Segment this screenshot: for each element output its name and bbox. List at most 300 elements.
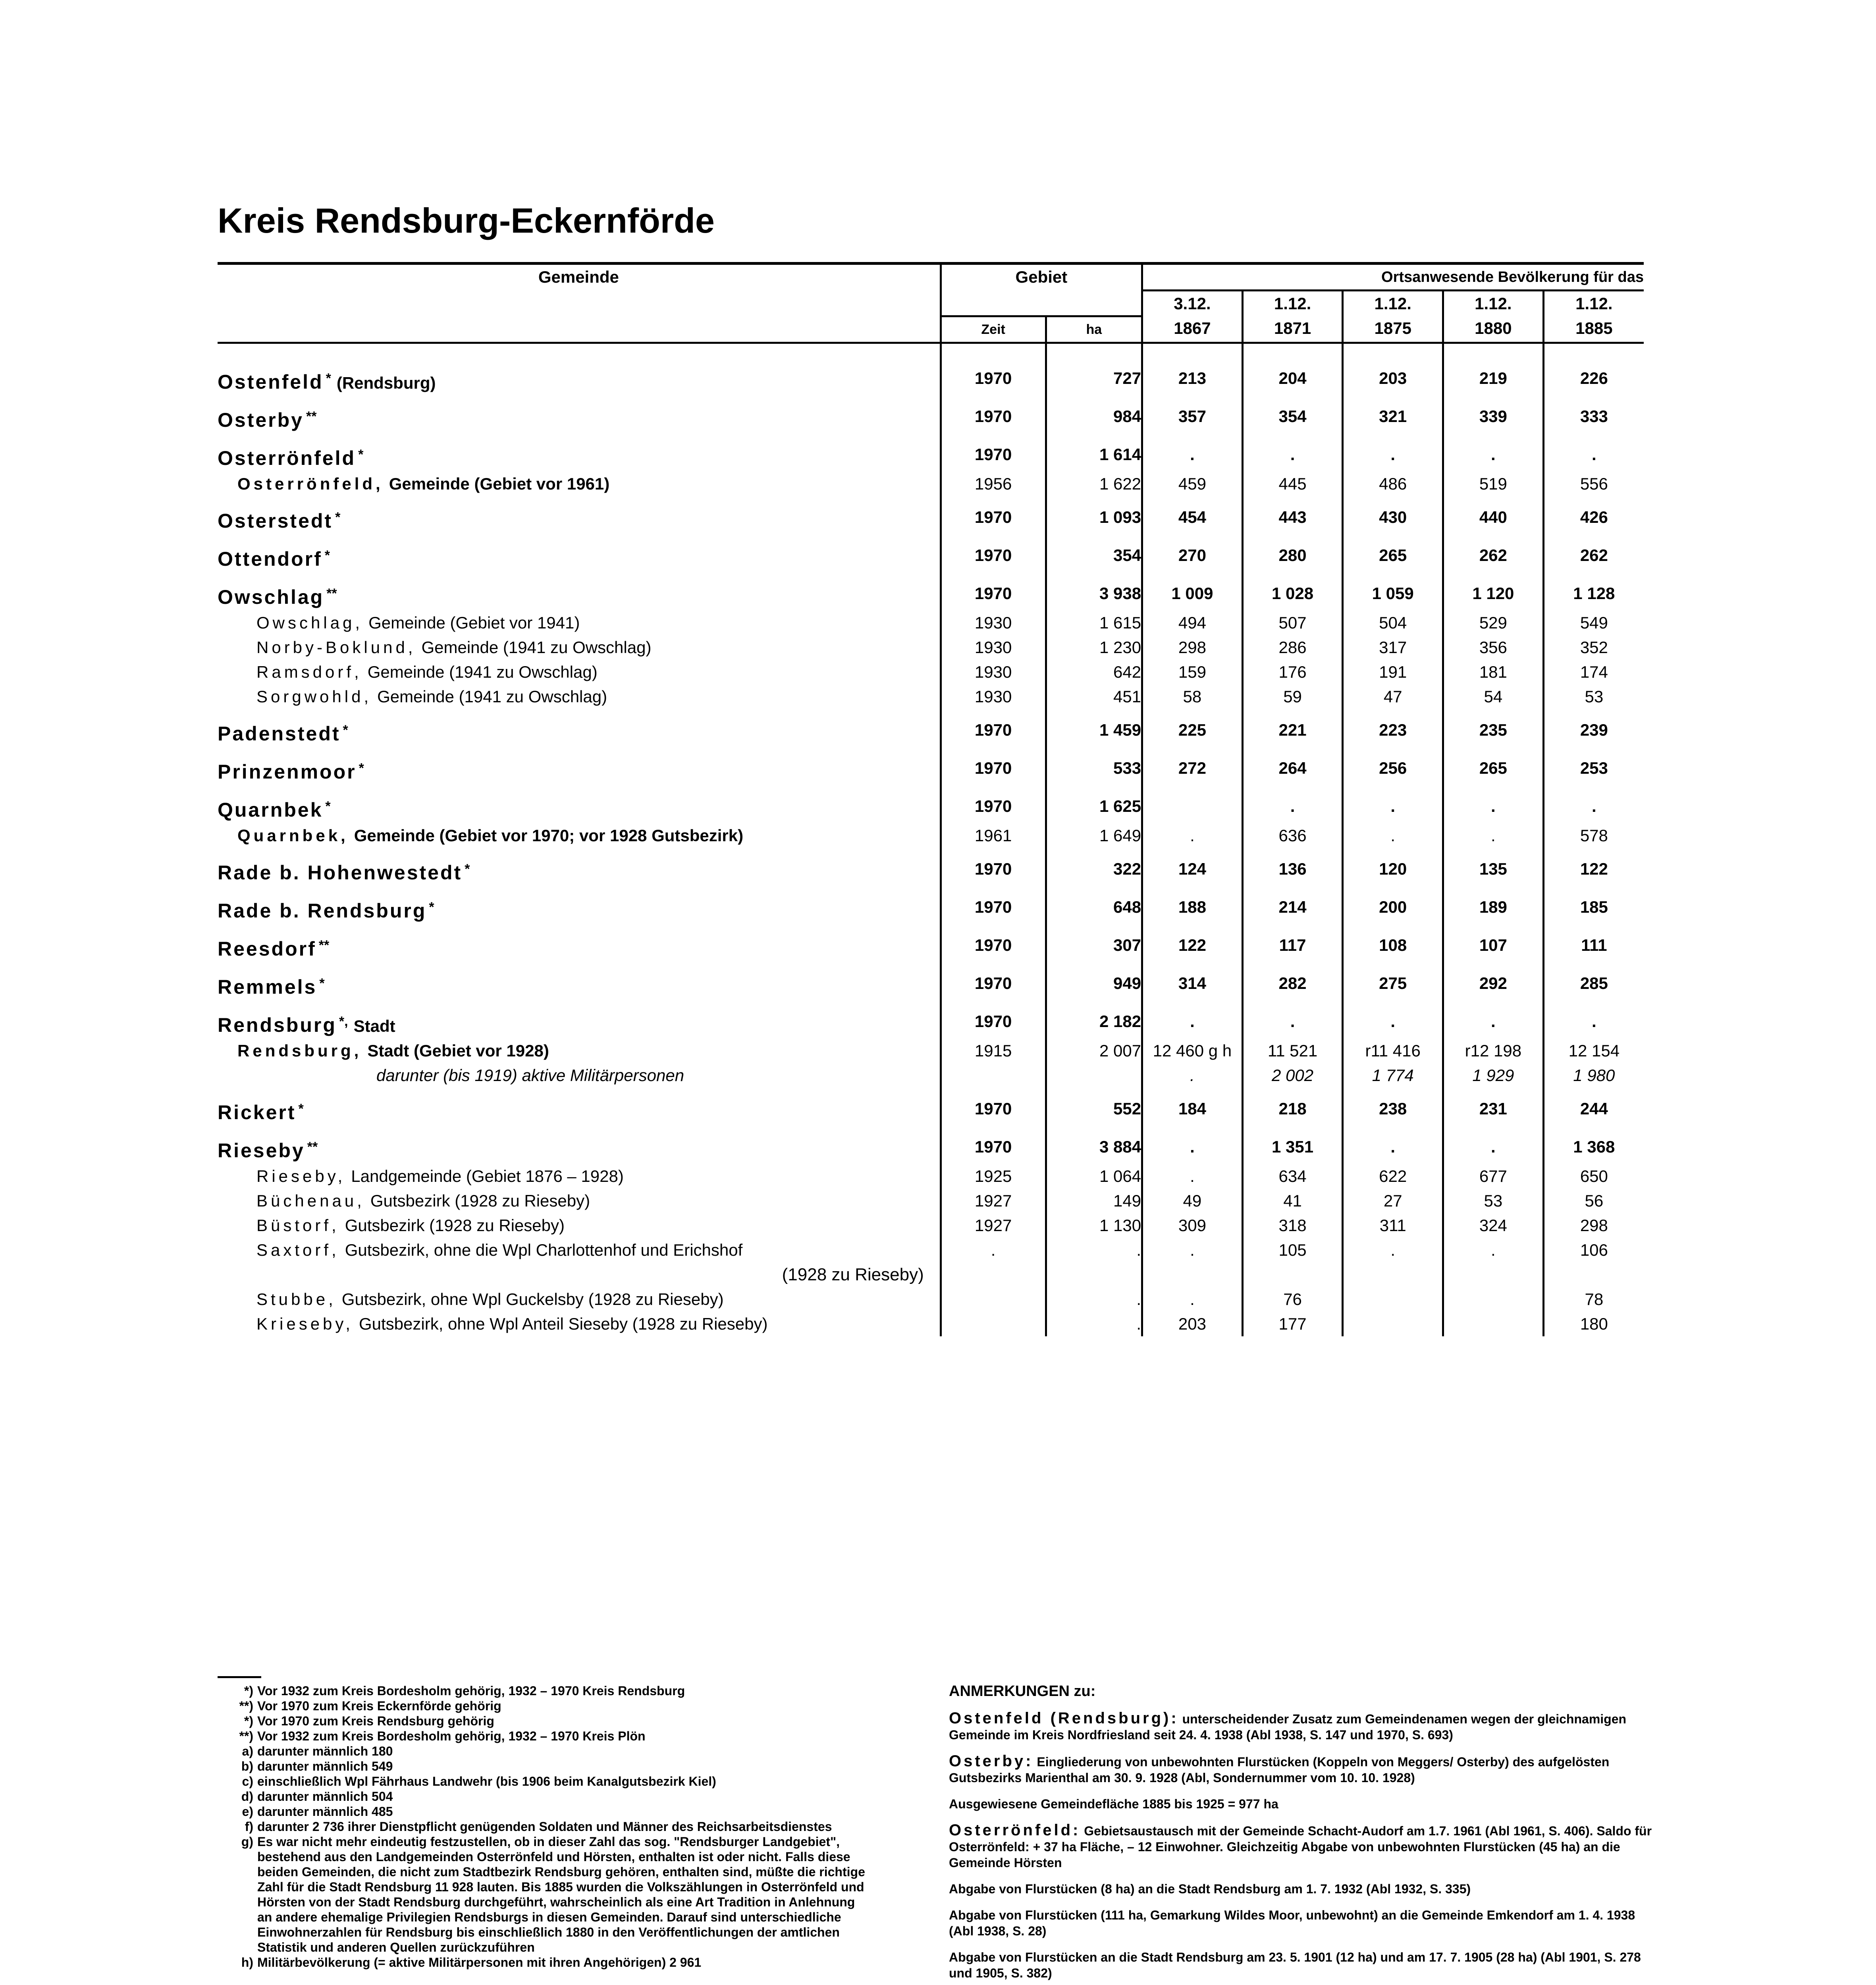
- continuation-text: (1928 zu Rieseby): [782, 1264, 924, 1284]
- population-cell: 265: [1443, 756, 1544, 785]
- population-cell: 549: [1543, 611, 1644, 635]
- population-cell: .: [1443, 1135, 1544, 1164]
- population-cell: 356: [1443, 635, 1544, 660]
- ha-cell: [1046, 1262, 1142, 1287]
- zeit-cell: 1930: [941, 684, 1046, 709]
- table-row: [218, 1312, 1644, 1336]
- population-cell: 11 521: [1242, 1039, 1343, 1063]
- header-year: 1871: [1242, 316, 1343, 343]
- gemeinde-name: Rickert: [218, 1101, 296, 1124]
- population-cell: .: [1142, 1238, 1243, 1262]
- population-cell: 244: [1543, 1097, 1644, 1126]
- ha-cell: [1046, 1063, 1142, 1088]
- table-row: [218, 635, 1644, 660]
- gemeinde-name: Norby-Boklund,: [256, 638, 416, 657]
- anmerkungen-heading: ANMERKUNGEN zu:: [949, 1683, 1096, 1700]
- population-cell: 321: [1343, 404, 1443, 434]
- footnote: [222, 1789, 866, 1804]
- population-cell: 443: [1242, 505, 1343, 534]
- population-cell: 318: [1242, 1213, 1343, 1238]
- population-cell: 272: [1142, 756, 1243, 785]
- population-cell: 507: [1242, 611, 1343, 635]
- population-cell: 174: [1543, 660, 1644, 684]
- population-cell: .: [1543, 794, 1644, 823]
- footnote: [222, 1713, 866, 1729]
- population-cell: 204: [1242, 366, 1343, 395]
- footnote-mark: *: [326, 370, 331, 386]
- gemeinde-name: Stubbe,: [256, 1289, 336, 1309]
- gemeinde-cell: [218, 1097, 941, 1126]
- population-cell: 117: [1242, 933, 1343, 962]
- population-cell: [1142, 794, 1243, 823]
- population-cell: 58: [1142, 684, 1243, 709]
- population-cell: 27: [1343, 1189, 1443, 1213]
- zeit-cell: 1930: [941, 635, 1046, 660]
- gemeinde-cell: [218, 1135, 941, 1164]
- population-cell: 1 059: [1343, 581, 1443, 611]
- zeit-cell: 1961: [941, 823, 1046, 848]
- population-cell: 1 980: [1543, 1063, 1644, 1088]
- population-cell: 339: [1443, 404, 1544, 434]
- population-cell: 213: [1142, 366, 1243, 395]
- ha-cell: 1 230: [1046, 635, 1142, 660]
- population-cell: 253: [1543, 756, 1644, 785]
- population-cell: 459: [1142, 472, 1243, 496]
- gemeinde-description: Gemeinde (Gebiet vor 1941): [368, 613, 580, 632]
- population-cell: 445: [1242, 472, 1343, 496]
- footnotes: [222, 1683, 866, 1970]
- ha-cell: 3 884: [1046, 1135, 1142, 1164]
- population-cell: 677: [1443, 1164, 1544, 1189]
- table-row: [218, 1135, 1644, 1164]
- footnote-mark: *: [298, 1101, 304, 1116]
- population-table: [218, 262, 1644, 1336]
- population-cell: 221: [1242, 718, 1343, 747]
- header-gemeinde: Gemeinde: [218, 264, 941, 343]
- footnote-text: darunter männlich 485: [257, 1804, 393, 1819]
- ha-cell: .: [1046, 1312, 1142, 1336]
- population-cell: 354: [1242, 404, 1343, 434]
- population-cell: .: [1443, 823, 1544, 848]
- footnote-key: h): [241, 1955, 253, 1970]
- table-row: [218, 857, 1644, 886]
- ha-cell: 1 622: [1046, 472, 1142, 496]
- anmerkung-text: Abgabe von Flurstücken (111 ha, Gemarkung Wildes Moor, unbewohnt) an die Gemeinde Emkendorf am 1. 4. 1938 (Abl 1938, S. 28): [949, 1908, 1635, 1938]
- table-row: [218, 611, 1644, 635]
- population-cell: 124: [1142, 857, 1243, 886]
- zeit-cell: [941, 1063, 1046, 1088]
- anmerkung-text: Ausgewiesene Gemeindefläche 1885 bis 1925 = 977 ha: [949, 1797, 1278, 1811]
- gemeinde-name: Ramsdorf,: [256, 662, 362, 681]
- population-cell: 454: [1142, 505, 1243, 534]
- population-cell: 191: [1343, 660, 1443, 684]
- gemeinde-name: Büstorf,: [256, 1216, 339, 1235]
- footnote-text: darunter 2 736 ihrer Dienstpflicht genügenden Soldaten und Männer des Reichsarbeitsdienstes: [257, 1819, 832, 1834]
- zeit-cell: 1927: [941, 1213, 1046, 1238]
- population-cell: .: [1343, 442, 1443, 472]
- population-cell: 578: [1543, 823, 1644, 848]
- gemeinde-name: Quarnbek: [218, 798, 323, 821]
- anmerkung-item: [949, 1753, 1656, 1786]
- gemeinde-cell: [218, 756, 941, 785]
- gemeinde-cell: [218, 635, 941, 660]
- population-cell: [1242, 1262, 1343, 1287]
- ha-cell: 1 459: [1046, 718, 1142, 747]
- population-cell: 1 368: [1543, 1135, 1644, 1164]
- table-row: [218, 794, 1644, 823]
- population-cell: 181: [1443, 660, 1544, 684]
- footnote: [222, 1834, 866, 1955]
- gemeinde-description: Gemeinde (1941 zu Owschlag): [367, 662, 598, 681]
- gemeinde-description: Gemeinde (Gebiet vor 1961): [389, 474, 610, 493]
- population-cell: .: [1443, 794, 1544, 823]
- population-cell: 298: [1142, 635, 1243, 660]
- table-row: [218, 718, 1644, 747]
- population-cell: 226: [1543, 366, 1644, 395]
- gemeinde-cell: [218, 971, 941, 1000]
- ha-cell: 1 130: [1046, 1213, 1142, 1238]
- zeit-cell: 1970: [941, 971, 1046, 1000]
- zeit-cell: 1956: [941, 472, 1046, 496]
- gemeinde-name: Quarnbek,: [237, 826, 349, 845]
- population-cell: 49: [1142, 1189, 1243, 1213]
- footnote: [222, 1804, 866, 1819]
- table-row: [218, 1213, 1644, 1238]
- zeit-cell: 1915: [941, 1039, 1046, 1063]
- zeit-cell: 1970: [941, 857, 1046, 886]
- population-cell: 634: [1242, 1164, 1343, 1189]
- population-cell: [1343, 1287, 1443, 1312]
- gemeinde-name: Osterby: [218, 409, 304, 431]
- population-cell: 56: [1543, 1189, 1644, 1213]
- population-cell: 265: [1343, 543, 1443, 572]
- population-cell: 1 351: [1242, 1135, 1343, 1164]
- footnote-mark: *: [358, 447, 364, 462]
- header-year: 1885: [1543, 316, 1644, 343]
- note-text: darunter (bis 1919) aktive Militärpersonen: [376, 1066, 684, 1085]
- anmerkung-item: [949, 1796, 1656, 1812]
- footnote: [222, 1698, 866, 1713]
- anmerkung-item: [949, 1710, 1656, 1743]
- population-cell: 262: [1543, 543, 1644, 572]
- footnote: [222, 1759, 866, 1774]
- population-cell: 324: [1443, 1213, 1544, 1238]
- zeit-cell: [941, 1262, 1046, 1287]
- footnote-key: a): [242, 1744, 253, 1758]
- ha-cell: 648: [1046, 895, 1142, 924]
- footnote-text: darunter männlich 180: [257, 1744, 393, 1758]
- anmerkung-text: Abgabe von Flurstücken (8 ha) an die Stadt Rendsburg am 1. 7. 1932 (Abl 1932, S. 335): [949, 1882, 1471, 1896]
- footnote-key: *): [244, 1684, 253, 1698]
- gemeinde-description: Stadt (Gebiet vor 1928): [367, 1041, 549, 1060]
- header-year: 1880: [1443, 316, 1544, 343]
- anmerkung-item: [949, 1949, 1656, 1981]
- table-row: [218, 684, 1644, 709]
- population-cell: 54: [1443, 684, 1544, 709]
- population-cell: 78: [1543, 1287, 1644, 1312]
- population-cell: 53: [1543, 684, 1644, 709]
- header-date: 1.12.: [1543, 291, 1644, 316]
- footnote-mark: **: [306, 409, 317, 424]
- gemeinde-description: Gutsbezirk, ohne Wpl Anteil Sieseby (1928 zu Rieseby): [359, 1314, 768, 1333]
- footnote-text: Vor 1932 zum Kreis Bordesholm gehörig, 1932 – 1970 Kreis Rendsburg: [257, 1684, 685, 1698]
- population-cell: .: [1343, 1135, 1443, 1164]
- population-cell: 519: [1443, 472, 1544, 496]
- population-cell: 225: [1142, 718, 1243, 747]
- ha-cell: 727: [1046, 366, 1142, 395]
- population-cell: 494: [1142, 611, 1243, 635]
- population-cell: 282: [1242, 971, 1343, 1000]
- anmerkung-text: unterscheidender Zusatz zum Gemeindenamen wegen der gleichnamigen Gemeinde im Kreis Nordfriesland seit 24. 4. 1938 (Abl 1938, S. 147 und 1970, S. 693): [949, 1712, 1627, 1742]
- header-date: 1.12.: [1343, 291, 1443, 316]
- population-cell: 59: [1242, 684, 1343, 709]
- zeit-cell: 1970: [941, 404, 1046, 434]
- population-cell: .: [1343, 794, 1443, 823]
- header-date: 3.12.: [1142, 291, 1243, 316]
- header-gebiet: Gebiet: [941, 264, 1142, 316]
- footnote-key: d): [241, 1789, 253, 1804]
- ha-cell: .: [1046, 1287, 1142, 1312]
- population-cell: 214: [1242, 895, 1343, 924]
- population-cell: 298: [1543, 1213, 1644, 1238]
- population-cell: 218: [1242, 1097, 1343, 1126]
- population-cell: [1543, 1262, 1644, 1287]
- gemeinde-name: Prinzenmoor: [218, 760, 357, 783]
- table-row: [218, 756, 1644, 785]
- footnote: [222, 1744, 866, 1759]
- gemeinde-name: Ottendorf: [218, 547, 322, 570]
- population-cell: 111: [1543, 933, 1644, 962]
- gemeinde-name: Rieseby,: [256, 1166, 346, 1185]
- population-cell: [1343, 1312, 1443, 1336]
- population-cell: 426: [1543, 505, 1644, 534]
- population-cell: 203: [1343, 366, 1443, 395]
- ha-cell: 552: [1046, 1097, 1142, 1126]
- population-cell: 136: [1242, 857, 1343, 886]
- footnote-text: einschließlich Wpl Fährhaus Landwehr (bis 1906 beim Kanalgutsbezirk Kiel): [257, 1774, 716, 1788]
- zeit-cell: 1970: [941, 1097, 1046, 1126]
- ha-cell: 322: [1046, 857, 1142, 886]
- ha-cell: 642: [1046, 660, 1142, 684]
- population-cell: 200: [1343, 895, 1443, 924]
- table-row: [218, 971, 1644, 1000]
- population-cell: 12 154: [1543, 1039, 1644, 1063]
- population-cell: [1443, 1262, 1544, 1287]
- footnote-mark: *: [429, 899, 434, 915]
- gemeinde-name: Krieseby,: [256, 1314, 353, 1333]
- page-title: Kreis Rendsburg-Eckernförde: [218, 201, 715, 240]
- ha-cell: 149: [1046, 1189, 1142, 1213]
- gemeinde-description: Gutsbezirk (1928 zu Rieseby): [370, 1191, 590, 1210]
- anmerkung-item: [949, 1822, 1656, 1871]
- footnote-mark: *: [465, 861, 470, 877]
- table-row: [218, 1039, 1644, 1063]
- ha-cell: 533: [1046, 756, 1142, 785]
- zeit-cell: 1970: [941, 1009, 1046, 1039]
- population-cell: 636: [1242, 823, 1343, 848]
- population-cell: [1443, 1312, 1544, 1336]
- gemeinde-name: Osterstedt: [218, 509, 333, 532]
- gemeinde-cell: [218, 1238, 941, 1262]
- gemeinde-cell: [218, 505, 941, 534]
- ha-cell: 1 093: [1046, 505, 1142, 534]
- gemeinde-cell: [218, 718, 941, 747]
- table-row: [218, 1238, 1644, 1262]
- population-cell: 333: [1543, 404, 1644, 434]
- footnote-text: Es war nicht mehr eindeutig festzustellen, ob in dieser Zahl das sog. "Rendsburger Landgebiet", bestehend aus den Landgemeinden Osterrönfeld und Hörsten, enthalten ist oder nicht. Falls diese beiden Gemeinden, die nicht zum Stadtbezirk Rendsburg gehören, enthalten sind, müßte die richtige Zahl für die Stadt Rendsburg 11 928 lauten. Bis 1885 wurden die Volkszählungen in Osterrönfeld und Hörsten von der Stadt Rendsburg durchgeführt, wahrscheinlich als eine Art Tradition in Anlehnung an andere ehemalige Privilegien Rendsburgs in diesen Gemeinden. Darauf sind unterschiedliche Einwohnerzahlen für Rendsburg bis einschließlich 1880 in den Veröffentlichungen der amtlichen Statistik und anderen Quellen zurückzuführen: [257, 1835, 865, 1954]
- gemeinde-name: Remmels: [218, 975, 317, 998]
- population-cell: 650: [1543, 1164, 1644, 1189]
- population-cell: 106: [1543, 1238, 1644, 1262]
- ha-cell: 984: [1046, 404, 1142, 434]
- ha-cell: 949: [1046, 971, 1142, 1000]
- ha-cell: 1 625: [1046, 794, 1142, 823]
- ha-cell: 1 064: [1046, 1164, 1142, 1189]
- population-cell: .: [1343, 1238, 1443, 1262]
- population-cell: 120: [1343, 857, 1443, 886]
- population-cell: 47: [1343, 684, 1443, 709]
- footnote-rule: [218, 1676, 261, 1678]
- population-cell: .: [1443, 1009, 1544, 1039]
- gemeinde-name: Rendsburg: [218, 1014, 337, 1036]
- population-cell: 176: [1242, 660, 1343, 684]
- population-cell: 231: [1443, 1097, 1544, 1126]
- population-cell: 180: [1543, 1312, 1644, 1336]
- population-cell: .: [1142, 823, 1243, 848]
- gemeinde-cell: [218, 1312, 941, 1336]
- footnote-text: Militärbevölkerung (= aktive Militärpersonen mit ihren Angehörigen) 2 961: [257, 1955, 702, 1970]
- population-cell: 41: [1242, 1189, 1343, 1213]
- zeit-cell: 1970: [941, 366, 1046, 395]
- table-row: [218, 366, 1644, 395]
- population-cell: 159: [1142, 660, 1243, 684]
- footnote-key: **): [239, 1729, 253, 1743]
- population-cell: .: [1142, 1287, 1243, 1312]
- population-cell: 238: [1343, 1097, 1443, 1126]
- footnote-text: Vor 1970 zum Kreis Rendsburg gehörig: [257, 1714, 494, 1728]
- gemeinde-name: Büchenau,: [256, 1191, 365, 1210]
- table-row: [218, 1097, 1644, 1126]
- population-cell: 2 002: [1242, 1063, 1343, 1088]
- gemeinde-cell: [218, 1287, 941, 1312]
- population-cell: .: [1242, 794, 1343, 823]
- anmerkung-text: Gebietsaustausch mit der Gemeinde Schacht-Audorf am 1.7. 1961 (Abl 1961, S. 406). Saldo für Osterrönfeld: + 37 ha Fläche, – 12 Einwohner. Gleichzeitig Abgabe von unbewohnten Flurstücken (45 ha) an die Gemeinde Hörsten: [949, 1824, 1652, 1870]
- population-cell: 203: [1142, 1312, 1243, 1336]
- gemeinde-cell: [218, 543, 941, 572]
- footnote-key: e): [242, 1804, 253, 1819]
- population-cell: 317: [1343, 635, 1443, 660]
- population-cell: 311: [1343, 1213, 1443, 1238]
- gemeinde-name: Padenstedt: [218, 722, 341, 745]
- ha-cell: 3 938: [1046, 581, 1142, 611]
- population-cell: .: [1242, 1009, 1343, 1039]
- header-zeit: Zeit: [941, 316, 1046, 343]
- zeit-cell: 1930: [941, 660, 1046, 684]
- header-bevoelkerung: Ortsanwesende Bevölkerung für das: [1142, 264, 1644, 291]
- population-cell: 262: [1443, 543, 1544, 572]
- gemeinde-name: Osterrönfeld: [218, 447, 356, 469]
- header-date: 1.12.: [1443, 291, 1544, 316]
- population-cell: .: [1343, 823, 1443, 848]
- population-cell: .: [1142, 1063, 1243, 1088]
- gemeinde-cell: [218, 660, 941, 684]
- ha-cell: 1 614: [1046, 442, 1142, 472]
- gemeinde-name: Reesdorf: [218, 937, 316, 960]
- table-row: [218, 505, 1644, 534]
- anmerkungen: [949, 1683, 1656, 1985]
- population-cell: 270: [1142, 543, 1243, 572]
- zeit-cell: 1970: [941, 895, 1046, 924]
- footnote-mark: *: [324, 547, 330, 563]
- population-cell: 1 774: [1343, 1063, 1443, 1088]
- population-cell: 53: [1443, 1189, 1544, 1213]
- footnote-mark: **: [318, 937, 330, 953]
- table-row: [218, 543, 1644, 572]
- population-cell: [1443, 1287, 1544, 1312]
- population-cell: 556: [1543, 472, 1644, 496]
- population-cell: 309: [1142, 1213, 1243, 1238]
- table-row: [218, 442, 1644, 472]
- header-date: 1.12.: [1242, 291, 1343, 316]
- table-row: [218, 1189, 1644, 1213]
- gemeinde-cell: [218, 366, 941, 395]
- footnote-mark: *: [359, 760, 364, 776]
- gemeinde-description: Gemeinde (Gebiet vor 1970; vor 1928 Gutsbezirk): [354, 826, 744, 845]
- gemeinde-cell: [218, 857, 941, 886]
- table-row: [218, 1009, 1644, 1039]
- population-cell: 314: [1142, 971, 1243, 1000]
- gemeinde-description: Gemeinde (1941 zu Owschlag): [377, 687, 607, 706]
- population-cell: 486: [1343, 472, 1443, 496]
- footnote: [222, 1774, 866, 1789]
- population-cell: 1 929: [1443, 1063, 1544, 1088]
- gemeinde-name: Owschlag,: [256, 613, 363, 632]
- gemeinde-cell: [218, 1164, 941, 1189]
- zeit-cell: 1970: [941, 581, 1046, 611]
- footnote: [222, 1955, 866, 1970]
- table-row: [218, 1287, 1644, 1312]
- footnote-mark: *: [343, 722, 348, 738]
- gemeinde-description: Gutsbezirk (1928 zu Rieseby): [345, 1216, 565, 1235]
- population-cell: r11 416: [1343, 1039, 1443, 1063]
- population-cell: 185: [1543, 895, 1644, 924]
- zeit-cell: 1970: [941, 756, 1046, 785]
- ha-cell: 307: [1046, 933, 1142, 962]
- gemeinde-name: Ostenfeld: [218, 370, 324, 393]
- zeit-cell: .: [941, 1238, 1046, 1262]
- population-cell: 189: [1443, 895, 1544, 924]
- gemeinde-cell: [218, 581, 941, 611]
- population-cell: 264: [1242, 756, 1343, 785]
- header-year: 1867: [1142, 316, 1243, 343]
- ha-cell: .: [1046, 1238, 1142, 1262]
- population-cell: .: [1142, 442, 1243, 472]
- gemeinde-extra: (Rendsburg): [336, 373, 436, 392]
- gemeinde-cell: [218, 1009, 941, 1039]
- zeit-cell: 1970: [941, 718, 1046, 747]
- table-row: [218, 472, 1644, 496]
- population-cell: 12 460 g h: [1142, 1039, 1243, 1063]
- footnote-mark: *: [325, 798, 331, 814]
- anmerkung-gemeinde: Osterby:: [949, 1752, 1033, 1770]
- footnote-text: Vor 1932 zum Kreis Bordesholm gehörig, 1932 – 1970 Kreis Plön: [257, 1729, 646, 1743]
- population-cell: 105: [1242, 1238, 1343, 1262]
- population-cell: 622: [1343, 1164, 1443, 1189]
- footnote-key: c): [242, 1774, 253, 1788]
- footnote: [222, 1729, 866, 1744]
- gemeinde-name: Rade b. Rendsburg: [218, 899, 427, 922]
- population-cell: 504: [1343, 611, 1443, 635]
